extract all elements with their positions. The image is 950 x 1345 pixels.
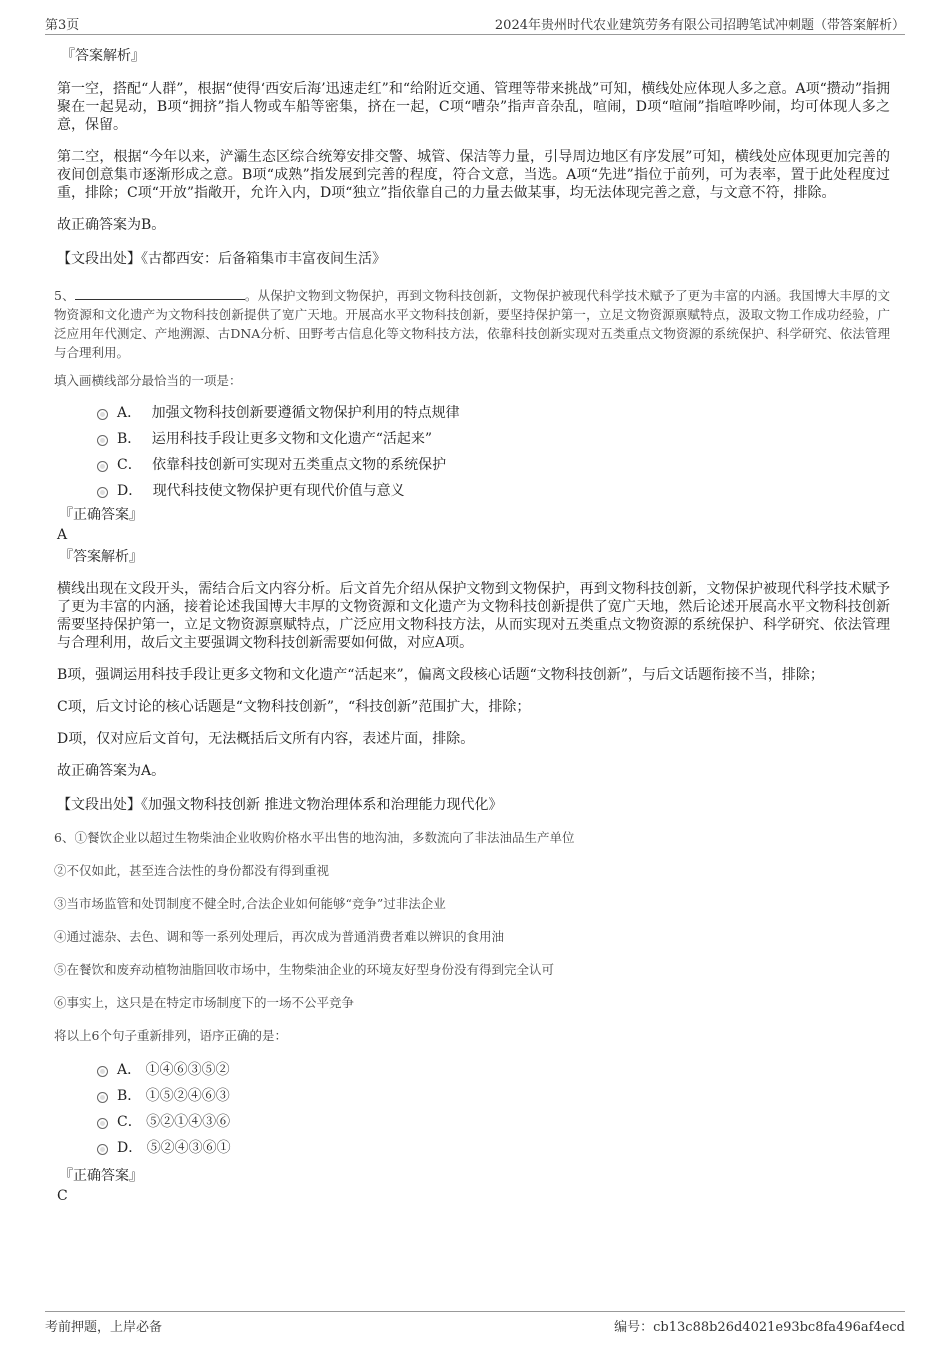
- option-letter: C．: [117, 457, 142, 473]
- q6-options: [57, 1057, 890, 1161]
- q6-sentence-6: ⑥事实上，这只是在特定市场制度下的一场不公平竞争: [54, 995, 355, 1010]
- radio-icon[interactable]: [97, 435, 108, 446]
- page-number: 第3页: [45, 18, 80, 33]
- q5-conclusion: 故正确答案为A。: [57, 763, 166, 779]
- q6-sentence-2: ②不仅如此，甚至连合法性的身份都没有得到重视: [54, 863, 330, 878]
- main-content: [54, 45, 890, 1205]
- q5-prompt: 填入画横线部分最恰当的一项是：: [54, 373, 242, 388]
- q5-correct-answer: A: [57, 527, 68, 543]
- option-text: ⑤②④③⑥①: [146, 1140, 231, 1156]
- q4-analysis-label: 『答案解析』: [61, 48, 145, 64]
- q5-analysis-p2: B项，强调运用科技手段让更多文物和文化遗产“活起来”，偏离文段核心话题“文物科技创新”，与后文话题衔接不当，排除；: [57, 667, 824, 683]
- q5-analysis-p1: 横线出现在文段开头，需结合后文内容分析。后文首先介绍从保护文物到文物保护，再到文物科技创新，文物保护被现代科学技术赋予了更为丰富的内涵，接着论述我国博大丰厚的文物资源和文化遗产为文物科技创新提供了宽广天地，然后论述开展高水平文物科技创新需要坚持保护第一，立足文物资源禀赋特点，广泛应用文物科技方法，从而实现对五类重点文物资源的系统保护、科学研究、依法管理与合理利用，故后文主要强调文物科技创新需要如何做，对应A项。: [57, 581, 890, 651]
- page-header: [45, 12, 905, 35]
- q5-blank-line: [75, 287, 245, 300]
- radio-icon[interactable]: [97, 1092, 108, 1103]
- option-text: 现代科技使文物保护更有现代价值与意义: [152, 483, 405, 499]
- radio-icon[interactable]: [97, 409, 108, 420]
- q5-analysis-label: 『答案解析』: [59, 549, 143, 565]
- q5-source: 【文段出处】《加强文物科技创新 推进文物治理体系和治理能力现代化》: [57, 797, 503, 813]
- q4-conclusion: 故正确答案为B。: [57, 217, 166, 233]
- option-text: 加强文物科技创新要遵循文物保护利用的特点规律: [151, 405, 460, 421]
- radio-icon[interactable]: [97, 461, 108, 472]
- option-text: ⑤②①④③⑥: [146, 1114, 231, 1130]
- q5-analysis-p4: D项，仅对应后文首句，无法概括后文所有内容，表述片面，排除。: [57, 731, 475, 747]
- q5-option-c[interactable]: [57, 452, 890, 478]
- q6-correct-answer: C: [57, 1188, 68, 1204]
- radio-icon[interactable]: [97, 1066, 108, 1077]
- page-footer: [45, 1311, 905, 1336]
- q5-correct-label: 『正确答案』: [59, 507, 143, 523]
- q4-source: 【文段出处】《古都西安：后备箱集市丰富夜间生活》: [57, 251, 386, 267]
- q6-option-d[interactable]: [57, 1135, 890, 1161]
- q4-analysis-p1: 第一空，搭配“人群”，根据“使得‘西安后海’迅速走红”和“给附近交通、管理等带来挑战”可知，横线处应体现人多之意。A项“攒动”指拥聚在一起晃动，B项“拥挤”指人物或车船等密集，挤在一起，C项“嘈杂”指声音杂乱，喧闹，D项“喧闹”指喧哗吵闹，均可体现人多之意，保留。: [57, 81, 890, 133]
- q5-option-a[interactable]: [57, 400, 890, 426]
- q6-sentence-1: 6、①餐饮企业以超过生物柴油企业收购价格水平出售的地沟油，多数流向了非法油品生产单位: [54, 830, 575, 845]
- q6-sentence-3: ③当市场监管和处罚制度不健全时,合法企业如何能够“竞争”过非法企业: [54, 896, 446, 911]
- footer-slogan: 考前押题，上岸必备: [45, 1320, 163, 1335]
- document-code: 编号：cb13c88b26d4021e93bc8fa496af4ecd: [614, 1320, 905, 1335]
- q6-option-a[interactable]: [57, 1057, 890, 1083]
- q5-options: [57, 400, 890, 504]
- q6-option-b[interactable]: [57, 1083, 890, 1109]
- option-letter: D．: [117, 1140, 143, 1156]
- q6-sentence-5: ⑤在餐饮和废弃动植物油脂回收市场中，生物柴油企业的环境友好型身份没有得到完全认可: [54, 962, 555, 977]
- q5-option-b[interactable]: [57, 426, 890, 452]
- option-text: 依靠科技创新可实现对五类重点文物的系统保护: [152, 457, 447, 473]
- option-letter: A．: [117, 405, 142, 421]
- q4-analysis-p2: 第二空，根据“今年以来，浐灞生态区综合统筹安排交警、城管、保洁等力量，引导周边地区有序发展”可知，横线处应体现更加完善的夜间创意集市逐渐形成之意。B项“成熟”指发展到完善的程度，符合文意，当选。A项“先进”指位于前列，可为表率，置于此处程度过重，排除；C项“开放”指敞开，允许入内，D项“独立”指依靠自己的力量去做某事，均无法体现完善之意，与文意不符，排除。: [57, 149, 890, 201]
- q5-stem-text: 。从保护文物到文物保护，再到文物科技创新，文物保护被现代科学技术赋予了更为丰富的内涵。我国博大丰厚的文物资源和文化遗产为文物科技创新提供了宽广天地。开展高水平文物科技创新，要坚持保护第一，立足文物资源禀赋特点，汲取文物工作成功经验，广泛应用年代测定、产地溯源、古DNA分析、田野考古信息化等文物科技方法，依靠科技创新实现对五类重点文物资源的系统保护、科学研究、依法管理与合理利用。: [54, 288, 890, 360]
- q6-option-c[interactable]: [57, 1109, 890, 1135]
- document-title: 2024年贵州时代农业建筑劳务有限公司招聘笔试冲刺题（带答案解析）: [494, 18, 905, 33]
- option-letter: A．: [117, 1062, 142, 1078]
- q6-prompt: 将以上6个句子重新排列，语序正确的是：: [54, 1028, 287, 1043]
- q6-correct-label: 『正确答案』: [59, 1168, 143, 1184]
- option-letter: B．: [117, 1088, 142, 1104]
- option-letter: B．: [117, 431, 142, 447]
- q5-analysis-p3: C项，后文讨论的核心话题是“文物科技创新”，“科技创新”范围扩大，排除；: [57, 699, 531, 715]
- radio-icon[interactable]: [97, 1144, 108, 1155]
- option-text: ①⑤②④⑥③: [145, 1088, 230, 1104]
- q5-number: 5、: [54, 288, 75, 303]
- q5-stem: [54, 286, 890, 362]
- option-text: ①④⑥③⑤②: [145, 1062, 230, 1078]
- option-letter: D．: [117, 483, 143, 499]
- option-letter: C．: [117, 1114, 142, 1130]
- q6-sentence-4: ④通过滤杂、去色、调和等一系列处理后，再次成为普通消费者难以辨识的食用油: [54, 929, 505, 944]
- radio-icon[interactable]: [97, 487, 108, 498]
- option-text: 运用科技手段让更多文物和文化遗产“活起来”: [151, 431, 433, 447]
- q5-option-d[interactable]: [57, 478, 890, 504]
- radio-icon[interactable]: [97, 1118, 108, 1129]
